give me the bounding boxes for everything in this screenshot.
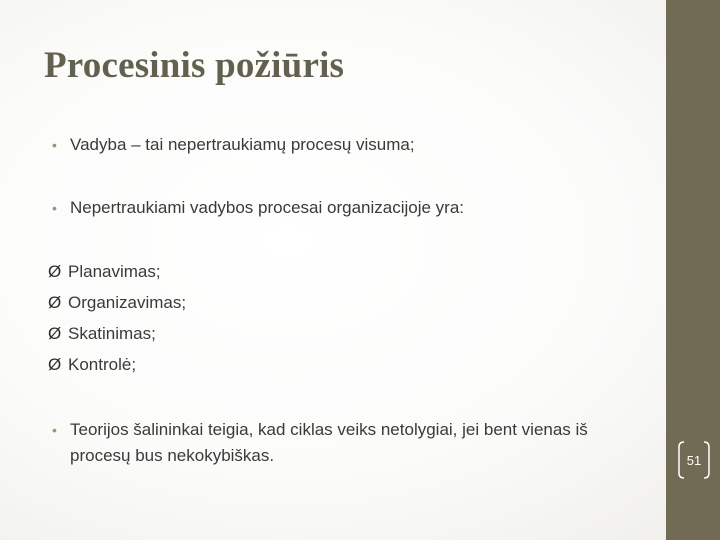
bullet-icon: • [52, 137, 57, 153]
arrow-item-text: Organizavimas; [68, 293, 187, 312]
bullet-text: Vadyba – tai nepertraukiamų procesų visuma; [70, 135, 415, 154]
arrow-list-item [48, 259, 161, 285]
slide-number: 51 [686, 453, 702, 468]
bullet-text: Teorijos šalininkai teigia, kad ciklas veiks netolygiai, jei bent vienas iš procesų bus nekokybiškas. [70, 420, 588, 465]
arrow-list-item [48, 352, 136, 378]
arrow-item-text: Kontrolė; [68, 355, 137, 374]
arrow-list-item [48, 290, 186, 316]
arrow-icon: Ø [48, 324, 62, 343]
arrow-icon: Ø [48, 355, 62, 374]
bullet-text: Nepertraukiami vadybos procesai organizacijoje yra: [70, 198, 465, 217]
slide-number-badge [676, 440, 712, 480]
arrow-item-text: Skatinimas; [68, 324, 156, 343]
bullet-icon: • [52, 200, 57, 216]
slide-title: Procesinis požiūris [44, 45, 345, 86]
bullet-icon: • [52, 422, 57, 438]
arrow-list-item [48, 321, 156, 347]
arrow-icon: Ø [48, 262, 62, 281]
arrow-icon: Ø [48, 293, 62, 312]
arrow-item-text: Planavimas; [68, 262, 161, 281]
